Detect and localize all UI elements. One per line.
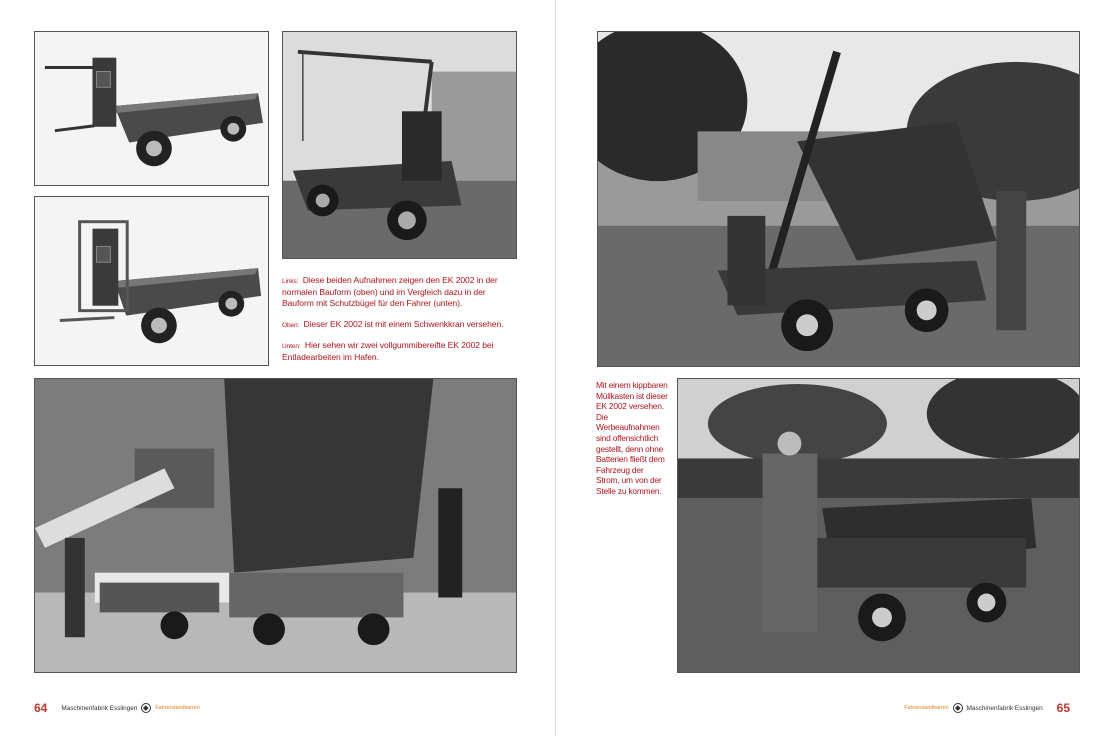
page-number: 64 [34,701,48,715]
left-page [0,0,555,736]
caption-oben [282,319,514,331]
photo-ek2002-schwenkkran [282,31,517,259]
footer-brand: Maschinenfabrik Esslingen [966,704,1043,712]
right-caption: Mit einem kippbaren Müllkasten ist dieser EK 2002 versehen. Die Werbeaufnahmen sind offensichtlich gestellt, denn ohne Batterien fließt dem Fahrzeug der Strom, um von der Stelle zu kommen. [596,380,668,496]
photo-ek2002-schutzbuegel [34,196,269,366]
caption-text: Diese beiden Aufnahmen zeigen den EK 2002 in der normalen Bauform (oben) und im Vergleich dazu in der Bauform mit Schutzbügel für den Fahrer (unten). [282,275,498,309]
caption-lead: Unten: [282,342,301,350]
caption-text: Dieser EK 2002 ist mit einem Schwenkkran versehen. [303,318,504,329]
caption-text: Hier sehen wir zwei vollgummibereifte EK 2002 bei Entladearbeiten im Hafen. [282,339,494,363]
photo-ek2002-hafen [34,378,517,673]
caption-links [282,275,514,310]
maschinenfabrik-logo-icon [141,703,151,713]
photo-ek2002-muell-gekippt [597,31,1080,367]
left-footer [34,700,200,716]
right-page [556,0,1111,736]
maschinenfabrik-logo-icon [953,703,963,713]
photo-ek2002-standard [34,31,269,186]
footer-section: Fahrerstandkarren [155,705,200,711]
caption-unten [282,340,514,363]
right-footer [904,700,1070,716]
photo-ek2002-muell-fahrer [677,378,1080,673]
left-caption [282,275,514,372]
caption-lead: Oben: [282,321,300,329]
footer-section: Fahrerstandkarren [904,705,949,711]
page-number: 65 [1056,701,1070,715]
caption-lead: Links: [282,278,299,285]
footer-brand: Maschinenfabrik Esslingen [61,704,138,712]
